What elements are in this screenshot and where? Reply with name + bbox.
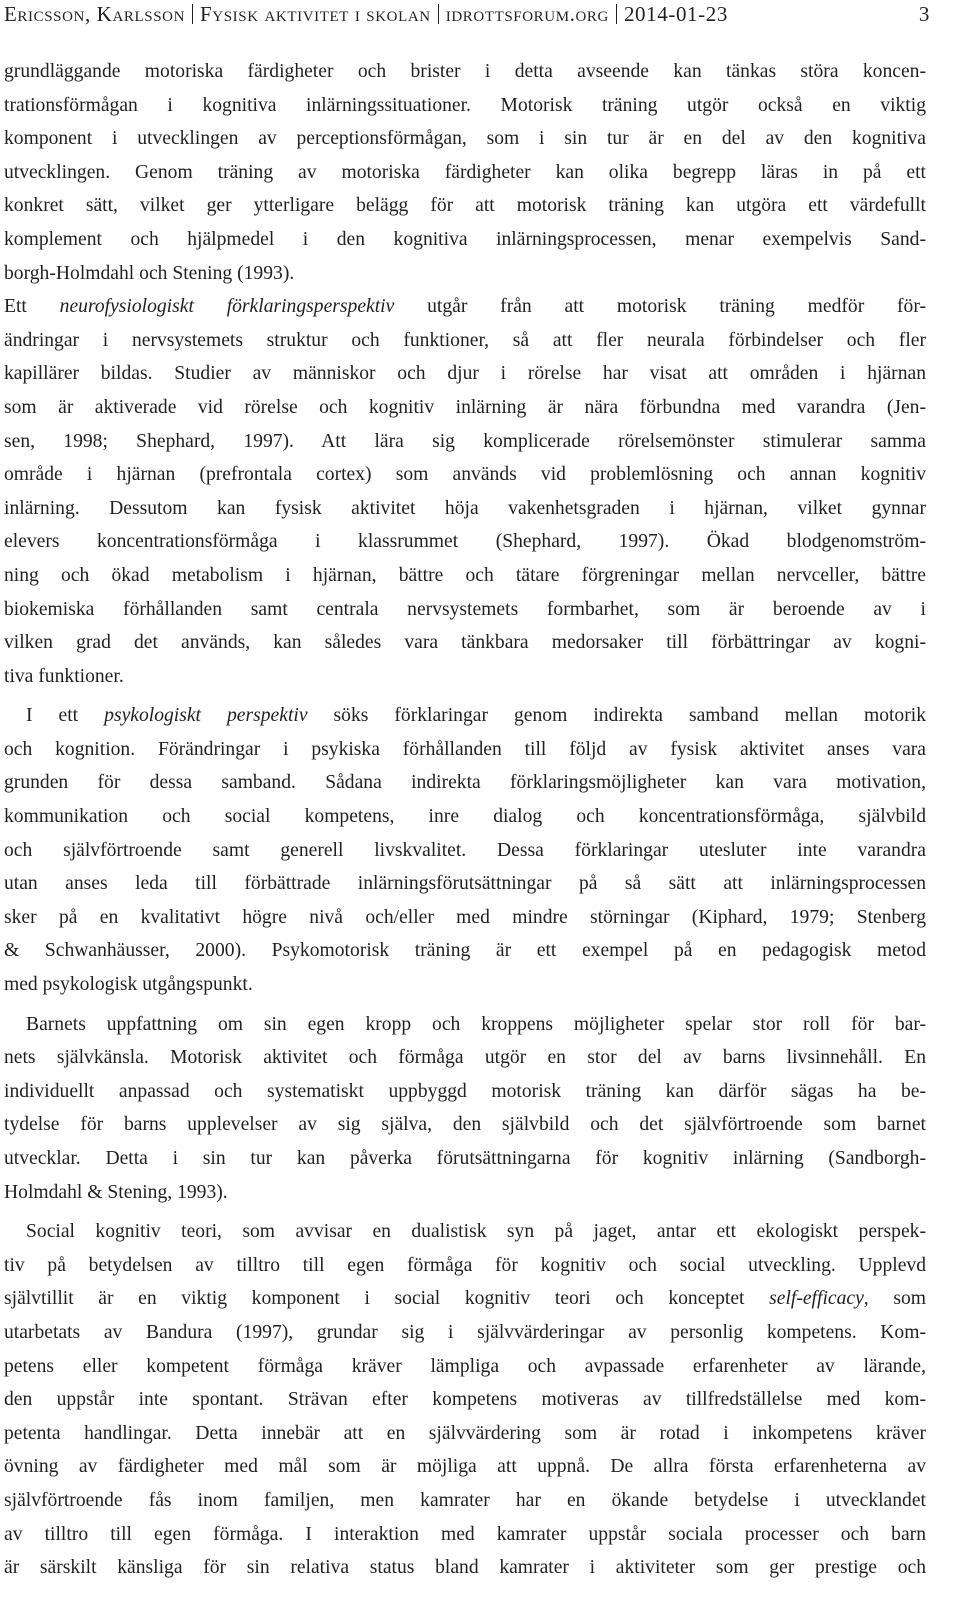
text-line: elevers koncentrationsförmåga i klassrummet (Shephard, 1997). Ökad blodgenomström- [4,531,926,553]
text-line: som är aktiverade vid rörelse och kognitiv inlärning är nära förbundna med varandra (Jen- [4,396,926,418]
header-site: idrottsforum.org [445,2,609,26]
text-line: komplement och hjälpmedel i den kognitiva inlärningsprocessen, menar exempelvis Sand- [4,228,926,250]
header-separator [192,4,193,24]
text-line [4,1282,926,1316]
text-line: utarbetats av Bandura (1997), grundar sig i självvärderingar av personlig kompetens. Kom- [4,1321,926,1343]
text-fragment: , som [863,1288,926,1310]
running-head [4,0,930,30]
text-line: sen, 1998; Shephard, 1997). Att lära sig komplicerade rörelsemönster stimulerar samma [4,430,926,452]
text-line: och kognition. Förändringar i psykiska förhållanden till följd av fysisk aktivitet anses vara [4,738,926,760]
text-line: tydelse för barns upplevelser av sig själva, den självbild och det självförtroende som barnet [4,1114,926,1136]
emphasis-term: neurofysiologiskt förklaringsperspektiv [59,296,395,318]
emphasis-term: psykologiskt perspektiv [104,705,308,727]
text-line: vilken grad det används, kan således vara tänkbara medorsaker till förbättringar av kogni- [4,632,926,654]
text-fragment: I ett [26,705,105,727]
paragraph-3 [4,699,926,1001]
emphasis-term: self-efficacy [769,1288,864,1310]
text-line: och självförtroende samt generell livskvalitet. Dessa förklaringar utesluter inte varandra [4,839,926,861]
text-line: med psykologisk utgångspunkt. [4,974,253,996]
text-fragment: söks förklaringar genom indirekta samband mellan motorik [307,705,926,727]
body-text [4,55,926,1585]
text-line: Holmdahl & Stening, 1993). [4,1181,228,1203]
text-fragment: Ett [4,296,60,318]
text-line: inlärning. Dessutom kan fysisk aktivitet höja vakenhetsgraden i hjärnan, vilket gynnar [4,497,926,519]
text-line: petens eller kompetent förmåga kräver lämpliga och avpassade erfarenheter av lärande, [4,1355,926,1377]
text-line: tiv på betydelsen av tilltro till egen förmåga för kognitiv och social utveckling. Upplevd [4,1254,926,1276]
text-line: av tilltro till egen förmåga. I interaktion med kamrater uppstår sociala processer och barn [4,1523,926,1545]
text-line: komponent i utvecklingen av perceptionsförmågan, som i sin tur är en del av den kognitiva [4,128,926,150]
text-line: självförtroende fås inom familjen, men kamrater har en ökande betydelse i utvecklandet [4,1489,926,1511]
text-line [4,290,926,324]
page-number: 3 [918,2,930,26]
paragraph-5 [4,1215,926,1585]
text-line: grundläggande motoriska färdigheter och brister i detta avseende kan tänkas störa koncen- [4,61,926,82]
text-line: Barnets uppfattning om sin egen kropp och kroppens möjligheter spelar stor roll för bar- [26,1013,926,1035]
text-line: individuellt anpassad och systematiskt uppbyggd motorisk träning kan därför sägas ha be- [4,1080,926,1102]
text-line: tiva funktioner. [4,665,124,687]
text-line: & Schwanhäusser, 2000). Psykomotorisk träning är ett exempel på en pedagogisk metod [4,940,926,962]
text-line: biokemiska förhållanden samt centrala nervsystemets formbarhet, som är beroende av i [4,598,926,620]
text-fragment: utgår från att motorisk träning medför för- [394,296,926,318]
header-title: Fysisk aktivitet i skolan [200,2,431,26]
text-line: petenta handlingar. Detta innebär att en självvärdering som är rotad i inkompetens kräver [4,1422,926,1444]
text-line: Social kognitiv teori, som avvisar en dualistisk syn på jaget, antar ett ekologiskt perspek- [26,1221,926,1243]
text-line: nets självkänsla. Motorisk aktivitet och förmåga utgör en stor del av barns livsinnehåll. En [4,1047,926,1069]
header-date: 2014-01-23 [623,2,728,26]
text-line: övning av färdigheter med mål som är möjliga att uppnå. De allra första erfarenheterna av [4,1456,926,1478]
paragraph-4 [4,1008,926,1210]
text-line: område i hjärnan (prefrontala cortex) som används vid problemlösning och annan kognitiv [4,464,926,486]
text-line: kapillärer bildas. Studier av människor och djur i rörelse har visat att områden i hjärnan [4,363,926,385]
text-line: kommunikation och social kompetens, inre dialog och koncentrationsförmåga, självbild [4,806,926,828]
header-separator [616,4,617,24]
text-line: är särskilt känsliga för sin relativa status bland kamrater i aktiviteter som ger prestige och [4,1557,926,1579]
paragraph-2 [4,290,926,693]
text-line [4,699,926,733]
text-line: borgh-Holmdahl och Stening (1993). [4,262,295,284]
text-line: utvecklingen. Genom träning av motoriska färdigheter kan olika begrepp läras in på ett [4,161,926,183]
text-line: den uppstår inte spontant. Strävan efter kompetens motiveras av tillfredställelse med kom- [4,1389,926,1411]
header-authors: Ericsson, Karlsson [4,2,185,26]
text-line: ändringar i nervsystemets struktur och funktioner, så att fler neurala förbindelser och fler [4,329,926,351]
text-line: ning och ökad metabolism i hjärnan, bättre och tätare förgreningar mellan nervceller, bättre [4,564,926,586]
text-line: utan anses leda till förbättrade inlärningsförutsättningar på så sätt att inlärningsprocessen [4,873,926,895]
text-line: grunden för dessa samband. Sådana indirekta förklaringsmöjligheter kan vara motivation, [4,772,926,794]
header-separator [438,4,439,24]
text-line: utvecklar. Detta i sin tur kan påverka förutsättningarna för kognitiv inlärning (Sandborgh- [4,1148,926,1169]
text-line: sker på en kvalitativt högre nivå och/eller med mindre störningar (Kiphard, 1979; Stenberg [4,906,926,928]
text-line: konkret sätt, vilket ger ytterligare belägg för att motorisk träning kan utgöra ett värdefullt [4,195,926,217]
text-fragment: självtillit är en viktig komponent i social kognitiv teori och konceptet [4,1288,770,1310]
paragraph-1 [4,55,926,290]
text-line: trationsförmågan i kognitiva inlärningssituationer. Motorisk träning utgör också en viktig [4,94,926,116]
